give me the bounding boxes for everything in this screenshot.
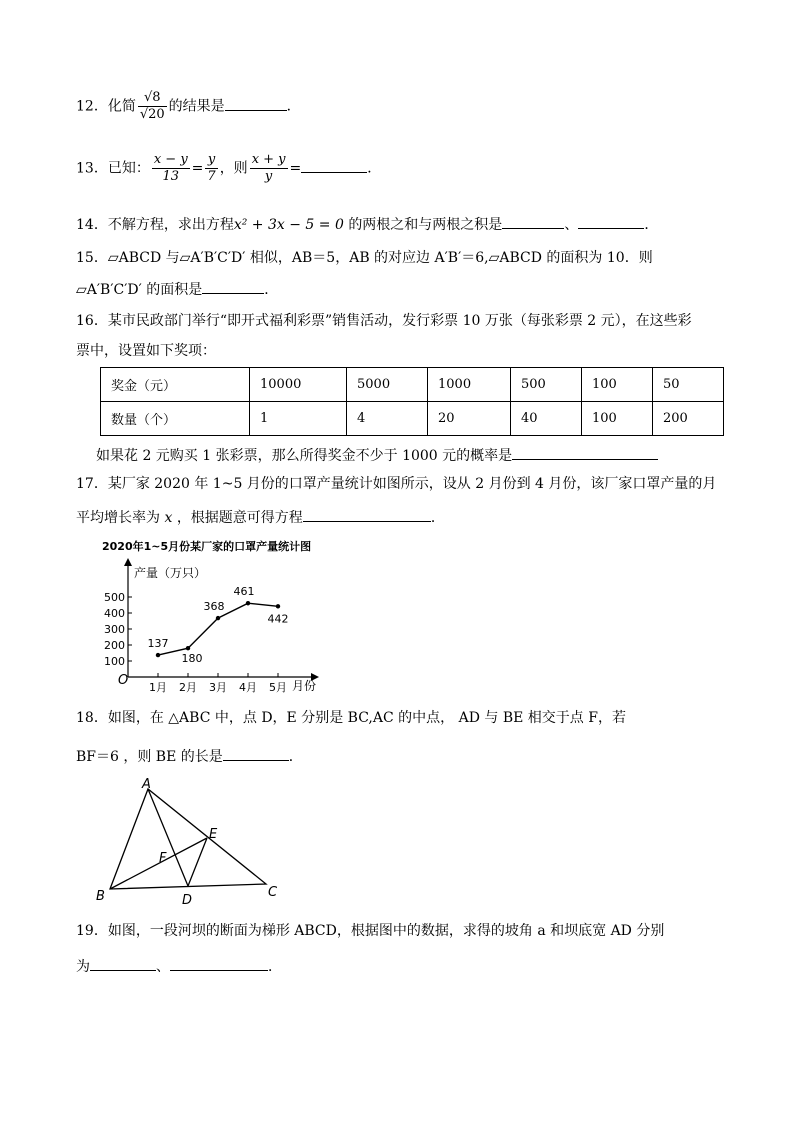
answer-blank[interactable] — [225, 96, 287, 111]
x-tick-label: 5月 — [269, 681, 287, 694]
data-label: 180 — [181, 652, 203, 666]
triangle-diagram — [92, 776, 292, 911]
question-14: 14．不解方程，求出方程x² + 3x − 5 = 0 的两根之和与两根之积是 、 ． — [76, 214, 658, 234]
y-tick-label: 300 — [104, 623, 125, 636]
y-tick-label: 400 — [104, 607, 125, 620]
data-point — [186, 646, 190, 650]
origin-label: O — [118, 673, 129, 688]
data-point — [216, 616, 220, 620]
data-point — [276, 604, 280, 608]
question-16: 16．某市民政部门举行“即开式福利彩票”销售活动，发行彩票 10 万张（每张彩票 2 元），在这些彩 — [76, 313, 692, 329]
answer-blank[interactable] — [202, 279, 264, 294]
question-15-line2: ▱A′B′C′D′ 的面积是 ． — [76, 279, 278, 299]
fraction: $\frac{x + y}{y}$ — [251, 152, 286, 184]
question-19-line2: 为 、 ． — [76, 956, 282, 976]
answer-blank-2[interactable] — [578, 214, 644, 229]
x-tick-label: 4月 — [239, 681, 257, 694]
triangle-figure — [92, 776, 292, 911]
answer-blank-1[interactable] — [90, 956, 156, 971]
table-row: 数量（个） 1 4 20 40 100 200 — [101, 402, 724, 436]
fraction: $\frac{y}{7}$ — [207, 152, 216, 184]
line-chart — [98, 534, 338, 694]
point-label-f: F — [159, 851, 167, 866]
data-label: 368 — [203, 600, 225, 614]
question-16-line2: 票中，设置如下奖项： — [76, 343, 216, 359]
question-15: 15．▱ABCD 与▱A′B′C′D′ 相似，AB＝5，AB 的对应边 A′B′＝6,▱ABCD 的面积为 10．则 — [76, 250, 653, 266]
table-row: 奖金（元） 10000 5000 1000 500 100 50 — [101, 368, 724, 402]
answer-blank-1[interactable] — [502, 214, 564, 229]
vertex-label-a: A — [142, 777, 151, 792]
segment-de — [188, 838, 207, 886]
y-tick-label: 500 — [104, 591, 125, 604]
answer-blank[interactable] — [512, 445, 658, 460]
segment-ad — [148, 789, 188, 886]
data-point — [246, 601, 250, 605]
answer-blank[interactable] — [303, 507, 431, 522]
y-tick-label: 200 — [104, 639, 125, 652]
y-axis-label: 产量（万只） — [134, 566, 207, 580]
question-16-line3: 如果花 2 元购买 1 张彩票，那么所得奖金不少于 1000 元的概率是 — [96, 445, 658, 465]
question-18-line2: BF＝6 ，则 BE 的长是 ． — [76, 746, 303, 766]
answer-blank[interactable] — [223, 746, 289, 761]
y-axis-arrow-icon — [124, 558, 132, 566]
fraction: $\frac{√8}{√20}$ — [139, 90, 165, 122]
question-18: 18．如图，在 △ABC 中，点 D，E 分别是 BC,AC 的中点， AD 与 BE 相交于点 F，若 — [76, 710, 626, 726]
x-tick-label: 2月 — [179, 681, 197, 694]
point-label-e: E — [209, 827, 218, 842]
prize-table — [100, 367, 724, 436]
vertex-label-c: C — [268, 885, 278, 900]
data-label: 137 — [147, 637, 169, 651]
chart-title: 2020年1~5月份某厂家的口罩产量统计图 — [102, 540, 312, 553]
answer-blank[interactable] — [301, 158, 367, 173]
triangle-abc — [110, 789, 266, 889]
x-tick-label: 1月 — [149, 681, 167, 694]
point-label-d: D — [182, 893, 193, 908]
question-19: 19．如图，一段河坝的断面为梯形 ABCD，根据图中的数据，求得的坡角 a 和坝底宽 AD 分别 — [76, 923, 665, 939]
data-label: 442 — [267, 612, 289, 626]
fraction: $\frac{x - y}{13}$ — [153, 152, 188, 184]
y-tick-label: 100 — [104, 655, 125, 668]
question-17: 17．某厂家 2020 年 1~5 月份的口罩产量统计如图所示，设从 2 月份到 4 月份，该厂家口罩产量的月 — [76, 476, 717, 492]
question-12: 12．化简 $\frac{√8}{√20}$ 的结果是 ． — [76, 90, 301, 122]
x-tick-label: 3月 — [209, 681, 227, 694]
data-point — [156, 653, 160, 657]
production-chart — [98, 534, 338, 694]
x-axis-label: 月份 — [292, 679, 317, 693]
data-label: 461 — [233, 585, 255, 599]
question-17-line2: 平均增长率为 x ，根据题意可得方程 ． — [76, 507, 445, 527]
vertex-label-b: B — [96, 889, 105, 904]
question-13: 13．已知： $\frac{x - y}{13}$ = $\frac{y}{7}$ ，则 $\frac{x + y}{y}$ = ． — [76, 152, 382, 184]
answer-blank-2[interactable] — [170, 956, 268, 971]
